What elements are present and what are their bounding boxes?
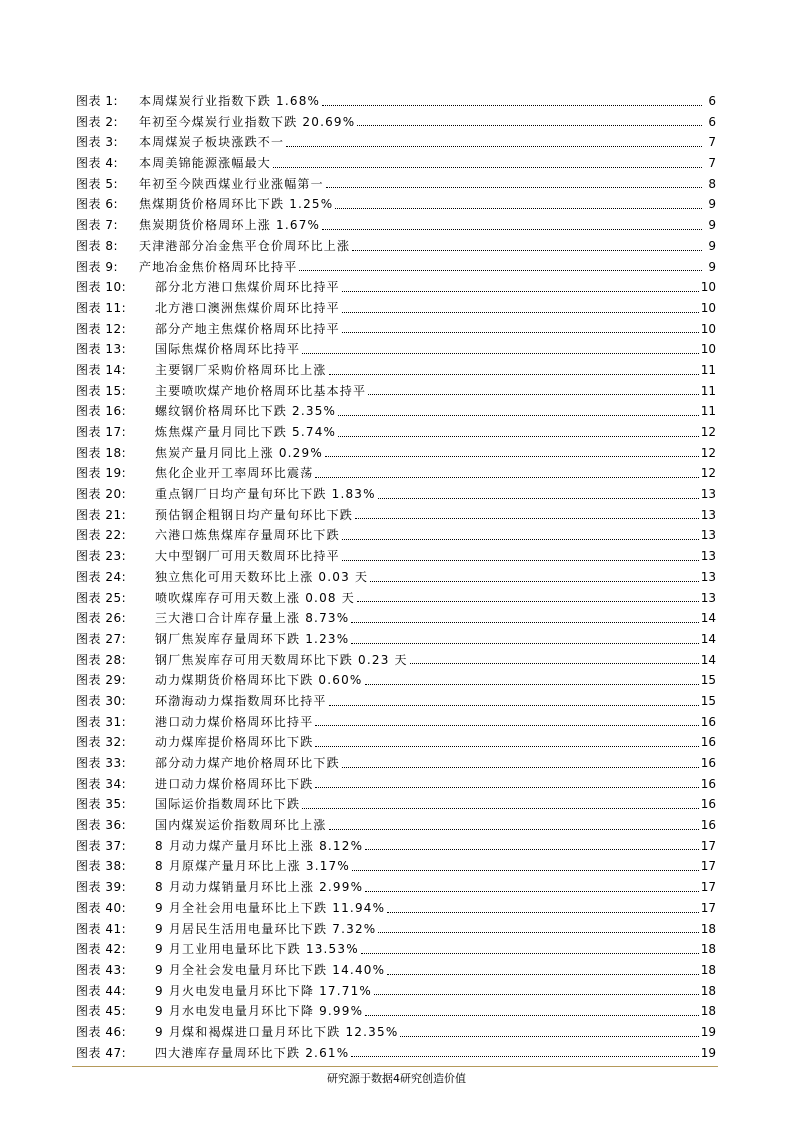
- toc-entry-label: 图表 44:: [76, 983, 127, 998]
- toc-dot-leader: [315, 786, 698, 788]
- toc-entry[interactable]: [76, 919, 716, 940]
- toc-entry-title: 9 月全社会发电量月环比下跌 14.40%: [155, 962, 386, 977]
- toc-entry-title: 钢厂焦炭库存可用天数周环比下跌 0.23 天: [155, 652, 408, 667]
- toc-entry-label: 图表 6:: [76, 197, 118, 212]
- toc-entry-page-number: 17: [700, 859, 716, 874]
- toc-dot-leader: [365, 848, 699, 850]
- toc-entry-label: 图表 38:: [76, 859, 127, 874]
- toc-dot-leader: [273, 166, 702, 168]
- toc-entry-page-number: 15: [700, 693, 716, 708]
- toc-entry-title: 本周煤炭子板块涨跌不一: [139, 135, 285, 150]
- toc-entry-label: 图表 18:: [76, 445, 127, 460]
- toc-dot-leader: [286, 145, 702, 147]
- toc-entry[interactable]: [76, 463, 716, 484]
- toc-entry-page-number: 9: [708, 259, 716, 274]
- toc-dot-leader: [351, 621, 698, 623]
- toc-entry[interactable]: [76, 608, 716, 629]
- toc-entry[interactable]: [76, 484, 716, 505]
- toc-entry-page-number: 13: [700, 487, 716, 502]
- toc-entry-title: 9 月水电发电量月环比下降 9.99%: [155, 1004, 364, 1019]
- toc-entry[interactable]: [76, 277, 716, 298]
- toc-entry-title: 年初至今陕西煤业行业涨幅第一: [139, 176, 324, 191]
- toc-entry[interactable]: [76, 174, 716, 195]
- toc-entry-label: 图表 16:: [76, 404, 127, 419]
- toc-entry[interactable]: [76, 153, 716, 174]
- toc-dot-leader: [338, 435, 699, 437]
- toc-entry-title: 9 月居民生活用电量环比下跌 7.32%: [155, 921, 377, 936]
- page-footer: 研究源于数据4研究创造价值: [327, 1072, 466, 1085]
- toc-entry-page-number: 19: [700, 1045, 716, 1060]
- toc-entry-page-number: 13: [700, 528, 716, 543]
- toc-entry[interactable]: [76, 691, 716, 712]
- toc-entry-label: 图表 17:: [76, 425, 127, 439]
- toc-entry-label: 图表 45:: [76, 1004, 127, 1019]
- toc-dot-leader: [342, 766, 699, 768]
- toc-dot-leader: [329, 704, 699, 706]
- toc-entry-label: 图表 11:: [76, 300, 127, 315]
- toc-entry-title: 独立焦化可用天数环比上涨 0.03 天: [155, 569, 369, 584]
- toc-entry-label: 图表 8:: [76, 238, 118, 253]
- toc-entry-label: 图表 27:: [76, 631, 127, 646]
- toc-entry[interactable]: [76, 546, 716, 567]
- toc-entry-page-number: 18: [700, 921, 716, 936]
- footer-divider: [72, 1066, 718, 1067]
- toc-entry[interactable]: [76, 1022, 716, 1043]
- toc-entry-page-number: 9: [708, 218, 716, 233]
- toc-entry-label: 图表 4:: [76, 156, 118, 171]
- toc-dot-leader: [302, 352, 699, 354]
- toc-dot-leader: [400, 1035, 698, 1037]
- toc-dot-leader: [410, 662, 699, 664]
- toc-entry-title: 国际运价指数周环比下跌: [155, 797, 301, 812]
- toc-entry-label: 图表 5:: [76, 176, 118, 191]
- toc-entry-page-number: 13: [700, 569, 716, 584]
- toc-entry-page-number: 7: [708, 135, 716, 150]
- toc-dot-leader: [342, 311, 699, 313]
- toc-entry-page-number: 13: [700, 507, 716, 522]
- toc-entry[interactable]: [76, 836, 716, 857]
- toc-entry-page-number: 17: [700, 838, 716, 853]
- toc-entry-label: 图表 34:: [76, 776, 127, 791]
- toc-entry-label: 图表 36:: [76, 818, 127, 833]
- toc-entry-title: 9 月煤和褐煤进口量月环比下跌 12.35%: [155, 1024, 399, 1039]
- toc-entry-title: 本周美锦能源涨幅最大: [139, 156, 272, 171]
- toc-entry-label: 图表 40:: [76, 900, 127, 915]
- toc-entry-page-number: 15: [700, 673, 716, 688]
- toc-entry-label: 图表 15:: [76, 383, 127, 398]
- toc-entry-page-number: 18: [700, 942, 716, 957]
- toc-entry[interactable]: [76, 1043, 716, 1064]
- toc-entry-label: 图表 29:: [76, 673, 127, 688]
- toc-entry-title: 大中型钢厂可用天数周环比持平: [155, 549, 340, 564]
- toc-entry-title: 主要喷吹煤产地价格周环比基本持平: [155, 383, 367, 398]
- toc-dot-leader: [322, 104, 702, 106]
- toc-entry-label: 图表 24:: [76, 569, 127, 584]
- toc-entry-page-number: 14: [700, 652, 716, 667]
- toc-entry-page-number: 16: [700, 776, 716, 791]
- toc-entry-title: 焦煤期货价格周环比下跌 1.25%: [139, 197, 334, 212]
- toc-entry[interactable]: [76, 360, 716, 381]
- toc-entry[interactable]: [76, 774, 716, 795]
- toc-entry[interactable]: [76, 1001, 716, 1022]
- toc-entry-label: 图表 1:: [76, 94, 118, 108]
- toc-dot-leader: [329, 828, 699, 830]
- toc-entry-page-number: 13: [700, 549, 716, 564]
- toc-entry-label: 图表 46:: [76, 1024, 127, 1039]
- toc-dot-leader: [325, 455, 699, 457]
- toc-entry-label: 图表 7:: [76, 218, 118, 233]
- toc-entry-title: 本周煤炭行业指数下跌 1.68%: [139, 94, 321, 108]
- toc-dot-leader: [357, 600, 699, 602]
- toc-dot-leader: [322, 228, 702, 230]
- toc-entry-title: 部分产地主焦煤价格周环比持平: [155, 321, 340, 336]
- toc-entry-title: 8 月原煤产量月环比上涨 3.17%: [155, 859, 350, 874]
- toc-entry-title: 喷吹煤库存可用天数上涨 0.08 天: [155, 590, 355, 605]
- toc-entry[interactable]: [76, 877, 716, 898]
- toc-entry-title: 9 月全社会用电量环比上下跌 11.94%: [155, 900, 386, 915]
- toc-dot-leader: [315, 724, 698, 726]
- toc-entry-label: 图表 32:: [76, 735, 127, 750]
- toc-entry[interactable]: [76, 753, 716, 774]
- toc-entry-page-number: 16: [700, 714, 716, 729]
- toc-entry-label: 图表 23:: [76, 549, 127, 564]
- toc-dot-leader: [351, 1055, 698, 1057]
- toc-entry[interactable]: [76, 319, 716, 340]
- toc-entry-label: 图表 28:: [76, 652, 127, 667]
- toc-entry-label: 图表 37:: [76, 838, 127, 853]
- toc-entry-page-number: 11: [700, 362, 716, 377]
- toc-entry-label: 图表 42:: [76, 942, 127, 957]
- toc-entry[interactable]: [76, 650, 716, 671]
- toc-entry-title: 港口动力煤价格周环比持平: [155, 714, 314, 729]
- toc-entry[interactable]: [76, 856, 716, 877]
- toc-entry-label: 图表 47:: [76, 1045, 127, 1060]
- toc-entry-label: 图表 19:: [76, 466, 127, 481]
- toc-entry[interactable]: [76, 401, 716, 422]
- toc-entry-page-number: 19: [700, 1024, 716, 1039]
- toc-entry-page-number: 6: [708, 114, 716, 129]
- toc-entry-page-number: 18: [700, 962, 716, 977]
- toc-entry[interactable]: [76, 898, 716, 919]
- toc-dot-leader: [335, 207, 702, 209]
- toc-entry-page-number: 12: [700, 425, 716, 439]
- toc-entry-page-number: 8: [708, 176, 716, 191]
- toc-entry-title: 天津港部分冶金焦平仓价周环比上涨: [139, 238, 351, 253]
- toc-entry-page-number: 10: [700, 342, 716, 357]
- toc-entry[interactable]: [76, 215, 716, 236]
- toc-dot-leader: [342, 331, 699, 333]
- toc-entry-title: 动力煤期货价格周环比下跌 0.60%: [155, 673, 363, 688]
- toc-dot-leader: [342, 538, 699, 540]
- toc-dot-leader: [352, 869, 699, 871]
- toc-entry-title: 部分动力煤产地价格周环比下跌: [155, 756, 340, 770]
- toc-entry[interactable]: [76, 567, 716, 588]
- toc-entry-label: 图表 10:: [76, 280, 127, 295]
- toc-entry-page-number: 16: [700, 818, 716, 833]
- toc-entry-page-number: 14: [700, 611, 716, 626]
- toc-entry-title: 主要钢厂采购价格周环比上涨: [155, 362, 327, 377]
- toc-entry-page-number: 16: [700, 756, 716, 770]
- toc-entry[interactable]: [76, 91, 716, 112]
- toc-entry-page-number: 11: [700, 404, 716, 419]
- toc-dot-leader: [387, 911, 698, 913]
- toc-entry-title: 钢厂焦炭库存量周环下跌 1.23%: [155, 631, 350, 646]
- toc-entry-label: 图表 9:: [76, 259, 118, 274]
- toc-entry-page-number: 12: [700, 466, 716, 481]
- toc-entry-label: 图表 26:: [76, 611, 127, 626]
- toc-entry-page-number: 7: [708, 156, 716, 171]
- toc-entry[interactable]: [76, 443, 716, 464]
- toc-entry-page-number: 11: [700, 383, 716, 398]
- toc-dot-leader: [338, 414, 699, 416]
- toc-dot-leader: [365, 683, 699, 685]
- toc-entry[interactable]: [76, 939, 716, 960]
- toc-entry-page-number: 13: [700, 590, 716, 605]
- toc-entry-label: 图表 2:: [76, 114, 118, 129]
- toc-entry-page-number: 10: [700, 300, 716, 315]
- toc-entry[interactable]: [76, 236, 716, 257]
- toc-entry-page-number: 10: [700, 321, 716, 336]
- toc-dot-leader: [365, 1014, 699, 1016]
- toc-dot-leader: [352, 249, 702, 251]
- toc-entry[interactable]: [76, 525, 716, 546]
- toc-entry-title: 9 月火电发电量月环比下降 17.71%: [155, 983, 373, 998]
- toc-entry-page-number: 17: [700, 900, 716, 915]
- toc-entry[interactable]: [76, 505, 716, 526]
- toc-entry-page-number: 9: [708, 197, 716, 212]
- toc-entry[interactable]: [76, 132, 716, 153]
- toc-dot-leader: [315, 476, 698, 478]
- toc-entry-title: 三大港口合计库存量上涨 8.73%: [155, 611, 350, 626]
- toc-entry-label: 图表 3:: [76, 135, 118, 150]
- toc-entry-title: 部分北方港口焦煤价周环比持平: [155, 280, 340, 295]
- toc-entry-title: 环渤海动力煤指数周环比持平: [155, 693, 327, 708]
- toc-entry-title: 产地冶金焦价格周环比持平: [139, 259, 298, 274]
- toc-entry-title: 进口动力煤价格周环比下跌: [155, 776, 314, 791]
- toc-entry-title: 国际焦煤价格周环比持平: [155, 342, 301, 357]
- toc-entry[interactable]: [76, 732, 716, 753]
- toc-entry-title: 8 月动力煤产量月环比上涨 8.12%: [155, 838, 364, 853]
- toc-entry-label: 图表 21:: [76, 507, 127, 522]
- toc-entry-page-number: 18: [700, 1004, 716, 1019]
- toc-dot-leader: [326, 186, 702, 188]
- toc-entry-label: 图表 25:: [76, 590, 127, 605]
- toc-entry-label: 图表 43:: [76, 962, 127, 977]
- toc-entry-title: 预估钢企粗钢日均产量旬环比下跌: [155, 507, 354, 522]
- toc-entry-page-number: 6: [708, 94, 716, 108]
- toc-entry[interactable]: [76, 981, 716, 1002]
- toc-entry[interactable]: [76, 815, 716, 836]
- toc-entry-label: 图表 33:: [76, 756, 127, 770]
- toc-dot-leader: [370, 580, 699, 582]
- toc-entry-label: 图表 39:: [76, 880, 127, 895]
- toc-dot-leader: [342, 290, 699, 292]
- toc-entry[interactable]: [76, 422, 716, 443]
- toc-entry-label: 图表 13:: [76, 342, 127, 357]
- toc-dot-leader: [361, 952, 699, 954]
- toc-entry[interactable]: [76, 112, 716, 133]
- toc-dot-leader: [315, 745, 698, 747]
- toc-entry-page-number: 12: [700, 445, 716, 460]
- toc-entry-title: 8 月动力煤销量月环比上涨 2.99%: [155, 880, 364, 895]
- toc-entry-label: 图表 35:: [76, 797, 127, 812]
- toc-entry[interactable]: [76, 381, 716, 402]
- toc-entry[interactable]: [76, 794, 716, 815]
- toc-dot-leader: [342, 559, 699, 561]
- toc-entry[interactable]: [76, 670, 716, 691]
- toc-entry-title: 年初至今煤炭行业指数下跌 20.69%: [139, 114, 356, 129]
- toc-dot-leader: [387, 973, 698, 975]
- toc-entry-title: 焦炭期货价格周环上涨 1.67%: [139, 218, 321, 233]
- toc-entry-label: 图表 12:: [76, 321, 127, 336]
- toc-entry[interactable]: [76, 629, 716, 650]
- toc-entry-label: 图表 41:: [76, 921, 127, 936]
- toc-entry-title: 动力煤库提价格周环比下跌: [155, 735, 314, 750]
- toc-entry-title: 9 月工业用电量环比下跌 13.53%: [155, 942, 359, 957]
- toc-entry-label: 图表 31:: [76, 714, 127, 729]
- toc-dot-leader: [378, 497, 699, 499]
- toc-dot-leader: [351, 642, 698, 644]
- toc-entry[interactable]: [76, 960, 716, 981]
- toc-dot-leader: [302, 807, 699, 809]
- toc-entry-title: 螺纹钢价格周环比下跌 2.35%: [155, 404, 337, 419]
- table-of-figures: [76, 91, 716, 1063]
- toc-entry[interactable]: [76, 257, 716, 278]
- toc-entry-label: 图表 30:: [76, 693, 127, 708]
- toc-entry-title: 焦化企业开工率周环比震荡: [155, 466, 314, 481]
- toc-entry[interactable]: [76, 194, 716, 215]
- toc-dot-leader: [374, 993, 699, 995]
- toc-dot-leader: [368, 393, 699, 395]
- toc-entry-title: 四大港库存量周环比下跌 2.61%: [155, 1045, 350, 1060]
- toc-entry-title: 焦炭产量月同比上涨 0.29%: [155, 445, 323, 460]
- toc-entry-label: 图表 14:: [76, 362, 127, 377]
- toc-dot-leader: [365, 890, 699, 892]
- toc-entry-page-number: 17: [700, 880, 716, 895]
- toc-entry-page-number: 16: [700, 797, 716, 812]
- toc-entry-title: 重点钢厂日均产量旬环比下跌 1.83%: [155, 487, 376, 502]
- toc-dot-leader: [355, 517, 699, 519]
- toc-entry-page-number: 9: [708, 238, 716, 253]
- toc-entry-title: 北方港口澳洲焦煤价周环比持平: [155, 300, 340, 315]
- toc-entry[interactable]: [76, 339, 716, 360]
- toc-entry-page-number: 14: [700, 631, 716, 646]
- toc-dot-leader: [329, 373, 699, 375]
- toc-dot-leader: [357, 124, 702, 126]
- toc-entry[interactable]: [76, 588, 716, 609]
- toc-entry[interactable]: [76, 298, 716, 319]
- toc-entry-label: 图表 22:: [76, 528, 127, 543]
- toc-entry-title: 国内煤炭运价指数周环比上涨: [155, 818, 327, 833]
- toc-dot-leader: [378, 931, 698, 933]
- toc-entry-page-number: 18: [700, 983, 716, 998]
- toc-entry-page-number: 16: [700, 735, 716, 750]
- toc-entry[interactable]: [76, 712, 716, 733]
- toc-entry-page-number: 10: [700, 280, 716, 295]
- toc-entry-title: 炼焦煤产量月同比下跌 5.74%: [155, 425, 337, 439]
- toc-entry-title: 六港口炼焦煤库存量周环比下跌: [155, 528, 340, 543]
- toc-entry-label: 图表 20:: [76, 487, 127, 502]
- toc-dot-leader: [299, 269, 702, 271]
